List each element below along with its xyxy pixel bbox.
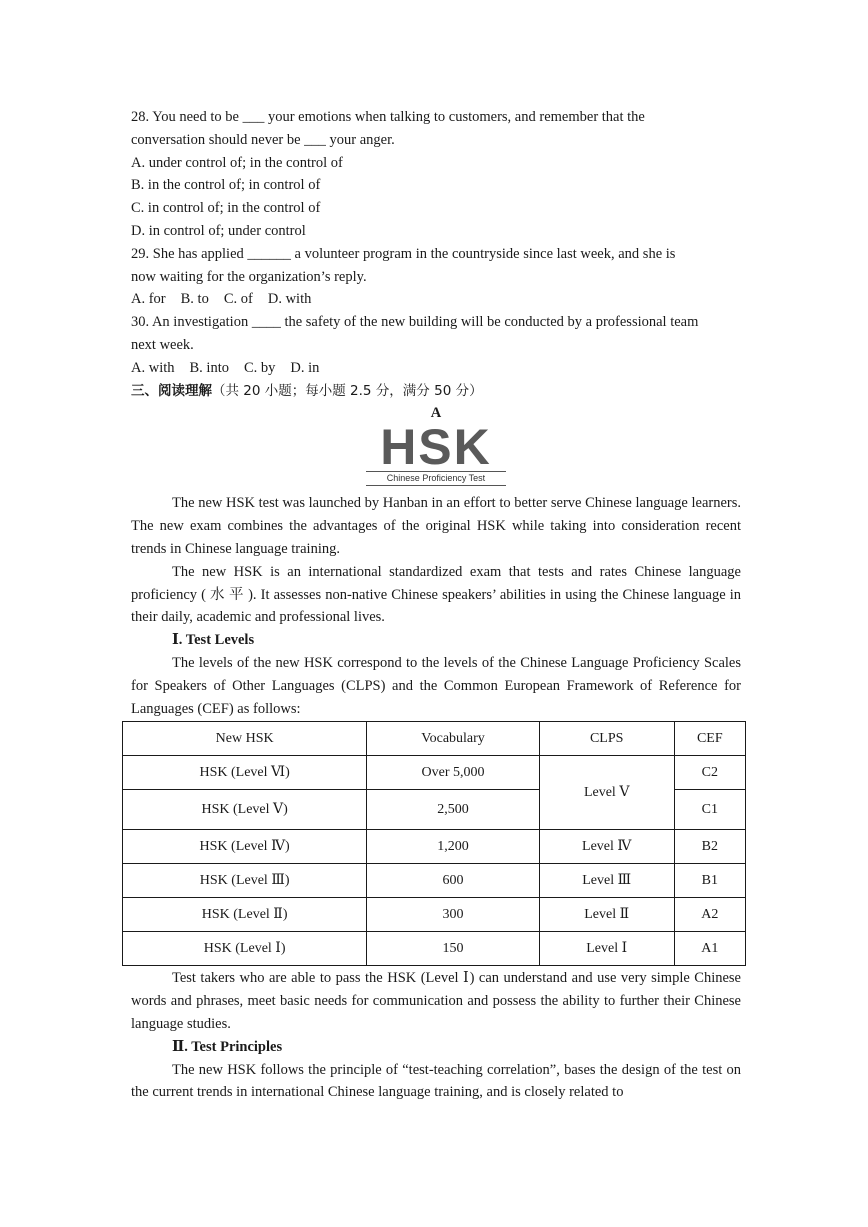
passage-paragraph: The new HSK test was launched by Hanban in an effort to better serve Chinese language learners. The new exam combines the advantages of the original HSK while taking into consideration recent trends in Chinese language training. [131,495,741,557]
table-cell: HSK (Level Ⅱ) [123,898,367,932]
table-header-row [123,722,746,756]
question-stem-line: 29. She has applied ______ a volunteer program in the countryside since last week, and she is [131,245,676,262]
heading-test-principles: Ⅱ. Test Principles [172,1038,283,1055]
levels-intro-paragraph: The levels of the new HSK correspond to the levels of the Chinese Language Proficiency Scales for Speakers of Other Languages (CLPS) and the Common European Framework of Reference for Languages (CEF) as follows: [131,654,741,717]
answer-option: A. with [131,359,175,376]
table-cell: Level Ⅳ [539,830,674,864]
table-cell: HSK (Level Ⅳ) [123,830,367,864]
answer-option: D. in [290,359,320,376]
section-heading [131,380,741,403]
hsk-levels-table [122,721,746,966]
table-header-cell: CEF [674,722,745,756]
question-stem-line: now waiting for the organization’s reply. [131,268,367,285]
question-28 [131,106,741,243]
table-cell: HSK (Level Ⅰ) [123,932,367,966]
hsk-logo [366,419,506,486]
table-cell: HSK (Level Ⅴ) [123,790,367,830]
table-cell: 1,200 [367,830,540,864]
heading-test-levels: Ⅰ. Test Levels [172,632,255,649]
table-cell: Level Ⅰ [539,932,674,966]
table-cell: A1 [674,932,745,966]
table-cell-merged: Level Ⅴ [539,756,674,830]
table-cell: C1 [674,790,745,830]
answer-option: C. by [243,359,276,376]
answer-option: B. in the control of; in control of [131,177,321,194]
table-cell: A2 [674,898,745,932]
answer-option: B. into [189,359,229,376]
table-row [123,864,746,898]
question-stem-line: 28. You need to be ___ your emotions when talking to customers, and remember that the [131,109,645,125]
table-header-cell: New HSK [123,722,367,756]
answer-option: D. in control of; under control [131,222,306,239]
table-cell: 300 [367,898,540,932]
hsk-logo-mark: HSK [380,419,492,476]
answer-options-row [131,357,741,380]
document-page [131,106,741,1104]
table-row [123,830,746,864]
question-stem-line: conversation should never be ___ your anger. [131,131,395,148]
section-title: 三、阅读理解 [131,382,212,399]
answer-option: A. for [131,291,166,308]
section-note: （共 20 小题；每小题 2.5 分，满分 50 分） [212,382,483,399]
answer-option: C. in control of; in the control of [131,200,321,217]
table-cell: B2 [674,830,745,864]
table-header-cell: CLPS [539,722,674,756]
table-cell: Level Ⅲ [539,864,674,898]
table-cell: 600 [367,864,540,898]
table-cell: 150 [367,932,540,966]
table-cell: HSK (Level Ⅵ) [123,756,367,790]
table-row [123,756,746,790]
table-cell: Over 5,000 [367,756,540,790]
table-cell: B1 [674,864,745,898]
question-30 [131,311,741,379]
table-cell: 2,500 [367,790,540,830]
answer-option: B. to [180,291,209,308]
answer-options-row [131,288,741,311]
after-table-paragraph: Test takers who are able to pass the HSK (Level Ⅰ) can understand and use very simple Chinese words and phrases, meet basic needs for communication and possess the ability to further their Chinese language studies. [131,970,741,1032]
answer-option: D. with [267,291,312,308]
principles-paragraph: The new HSK follows the principle of “test-teaching correlation”, bases the design of the test on the current trends in international Chinese language training, and is closely related to [131,1061,741,1101]
table-row [123,932,746,966]
question-stem-line: 30. An investigation ____ the safety of the new building will be conducted by a professional team [131,314,699,331]
table-row [123,898,746,932]
passage-paragraph: The new HSK is an international standardized exam that tests and rates Chinese language proficiency ( 水 平 ). It assesses non-native Chinese speakers’ abilities in using the Chinese language in their daily, academic and professional lives. [131,563,741,626]
table-cell: HSK (Level Ⅲ) [123,864,367,898]
table-header-cell: Vocabulary [367,722,540,756]
answer-option: A. under control of; in the control of [131,154,343,171]
table-cell: C2 [674,756,745,790]
table-cell: Level Ⅱ [539,898,674,932]
answer-option: C. of [223,291,253,308]
hsk-logo-subtitle: Chinese Proficiency Test [366,471,506,486]
question-stem-line: next week. [131,336,194,353]
passage-label: A [430,405,442,422]
question-29 [131,243,741,311]
